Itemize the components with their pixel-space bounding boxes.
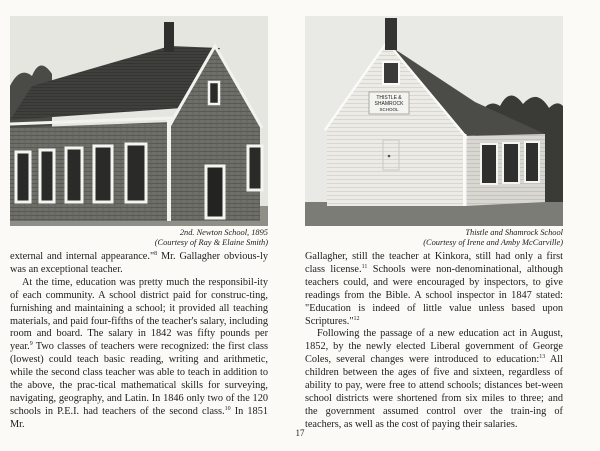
footnote-reference: 11 [361, 263, 368, 270]
body-paragraph [10, 251, 268, 277]
paragraph-text: Gallagher, still the teacher at Kinkora, still had only a first class license. [305, 251, 563, 275]
right-photo-caption [305, 228, 563, 247]
paragraph-text: external and internal appearance." [10, 251, 155, 262]
paragraph-text: Mr. Gallagher obvious-ly was an exceptional teacher. [10, 251, 268, 275]
footnote-reference: 9 [29, 341, 33, 348]
footnote-reference: 10 [224, 405, 231, 412]
right-caption-credit: (Courtesy of Irene and Amby McCarville) [423, 237, 563, 247]
body-paragraph [10, 277, 268, 432]
thistle-shamrock-school-illustration [305, 16, 563, 226]
left-caption-credit: (Courtesy of Ray & Elaine Smith) [154, 237, 268, 247]
body-paragraph [305, 328, 563, 431]
paragraph-text: All children between the ages of five and sixteen, regardless of ability to pay, were free to attend schools; distances bet-ween school districts were shortened from six miles to three; and the government assumed control over the train-ing of teachers, as well as the cost of paying their salaries. [305, 354, 563, 430]
page-number: 17 [295, 428, 305, 438]
left-body-text [10, 251, 268, 432]
left-caption-title: 2nd. Newton School, 1895 [179, 228, 268, 237]
paragraph-text: Two classes of teachers were recognized: the first class (lowest) could teach basic reading, writing and arithmetic, while the second class teacher was able to teach in addition to the above, the prac-tical mathematical skills for surveying, navigating, geography, and Latin. In 1846 only two of the 120 schools in P.E.I. had teachers of the second class. [10, 341, 268, 417]
paragraph-text: Schools were non-denominational, although teachers could, and were encouraged by inspectors, to give readings from the Bible. A school inspector in 1847 stated: "Education is indeed of little value unless based upon Scriptures." [305, 263, 563, 327]
newton-school-illustration [10, 16, 268, 226]
body-paragraph [305, 251, 563, 328]
right-caption-title: Thistle and Shamrock School [465, 228, 563, 237]
thistle-shamrock-school-photo [305, 16, 563, 226]
right-body-text [305, 251, 563, 432]
sign-line-1: THISTLE & [376, 95, 402, 101]
newton-school-photo [10, 16, 268, 226]
footnote-reference: 12 [353, 315, 360, 322]
sign-line-3: SCHOOL [379, 107, 399, 112]
sign-line-2: SHAMROCK [374, 101, 404, 107]
paragraph-text: At the time, education was pretty much the responsibil-ity of each community. A school district paid for construc-ting, furnishing and maintaining a school; it provided all teaching materials, and paid four-fifths of the teacher's salary, including room and board. The salary in 1842 was fifty pounds per year. [10, 276, 268, 353]
footnote-reference: 8 [154, 251, 158, 257]
paragraph-text: In 1851 Mr. [10, 405, 269, 430]
left-photo-caption [10, 228, 268, 247]
footnote-reference: 13 [539, 354, 546, 361]
paragraph-text: Following the passage of a new education act in August, 1852, by the newly elected Liberal government of George Coles, several changes were introduced to education: [305, 328, 563, 366]
